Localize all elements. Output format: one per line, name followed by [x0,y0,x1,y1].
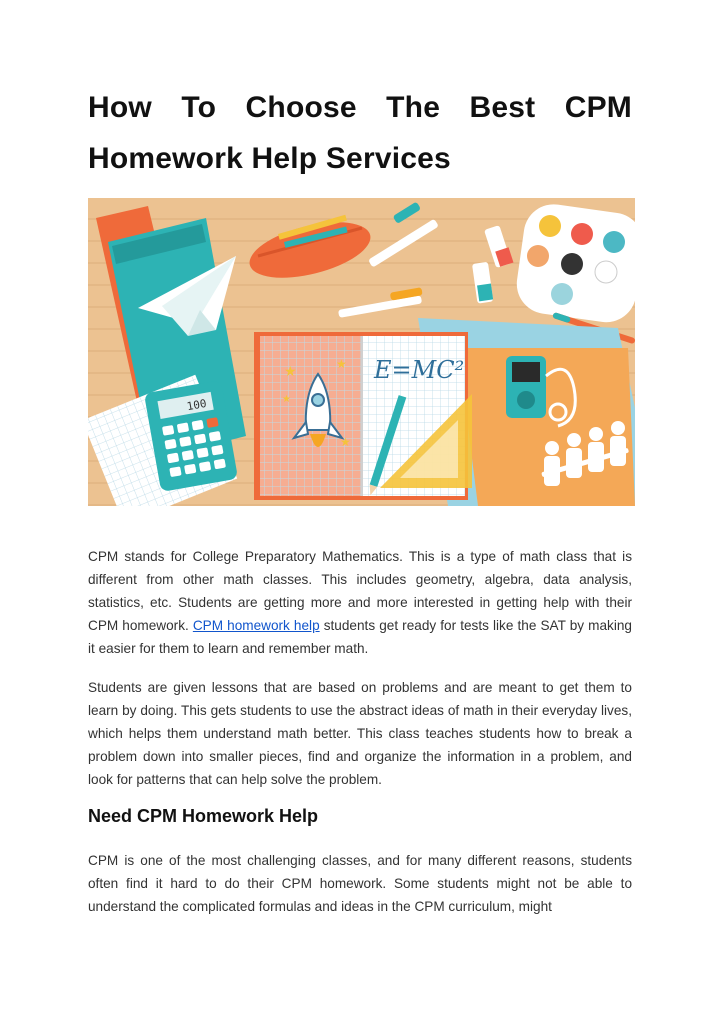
svg-text:★: ★ [284,363,297,379]
title-line-1: How To Choose The Best CPM [88,91,632,124]
article-title [88,82,632,184]
title-line-2: Homework Help Services [88,142,451,175]
paragraph-1-text-a: CPM stands for College Preparatory Mathematics. This is a type of math class that is different from other math classes. This includes geometry, algebra, data analysis, statistics, etc. Students are getting more and more interested in getting help with their CPM homework. [88,549,632,633]
paragraph-1 [88,545,632,660]
svg-text:★: ★ [336,357,347,371]
cpm-homework-help-link[interactable]: CPM homework help [192,618,320,633]
hero-illustration [88,198,635,506]
paragraph-2: Students are given lessons that are based on problems and are meant to get them to learn by doing. This gets students to use the abstract ideas of math in their everyday lives, which helps them understand math better. This class teaches students how to break a problem down into smaller pieces, find and organize the information in a problem, and look for patterns that can help solve the problem. [88,680,632,787]
calculator-display: 100 [185,396,208,414]
svg-text:★: ★ [340,435,351,449]
formula-text: E=MC² [374,356,465,384]
svg-text:★: ★ [282,394,291,405]
section-heading: Need CPM Homework Help [88,806,319,826]
paragraph-3: CPM is one of the most challenging classes, and for many different reasons, students often find it hard to do their CPM homework. Some students might not be able to understand the complicated formulas and ideas in the CPM curriculum, might [88,853,632,914]
paragraph-1-text-b: students get ready for tests like the SAT by making it easier for them to learn and remember math. [88,618,632,656]
watercolor-palette-icon [513,200,635,326]
